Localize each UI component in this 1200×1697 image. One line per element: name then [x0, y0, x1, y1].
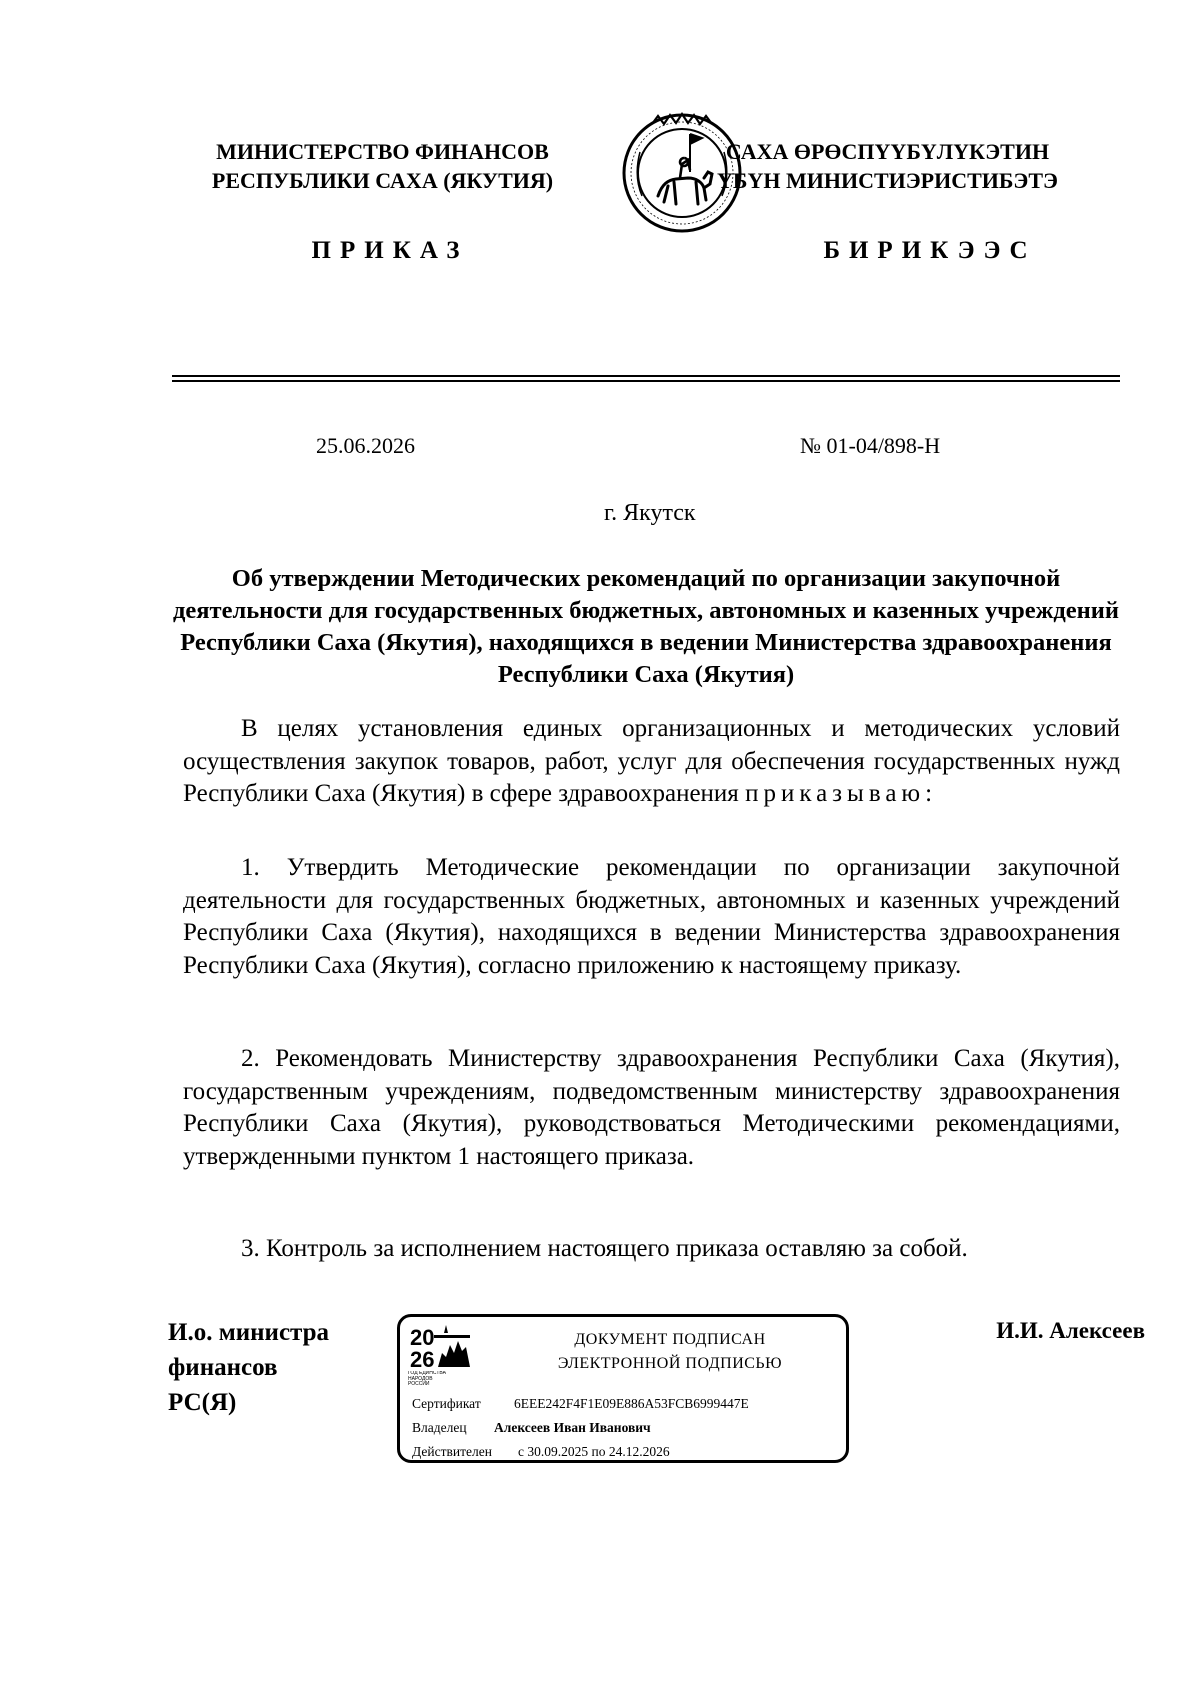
stamp-heading-line1: ДОКУМЕНТ ПОДПИСАН	[574, 1331, 766, 1348]
header-divider-bottom	[172, 380, 1120, 382]
logo-caption: ГОД ЕДИНСТВА НАРОДОВ РОССИИ	[408, 1371, 446, 1387]
order-label-sah: БИРИКЭЭС	[823, 237, 1037, 264]
order-item-3: 3. Контроль за исполнением настоящего приказа оставляю за собой.	[241, 1235, 968, 1262]
stamp-validity-row	[412, 1444, 670, 1460]
validity-label: Действителен	[412, 1444, 492, 1459]
signatory-position-line3: РС(Я)	[168, 1389, 237, 1416]
logo-year-bottom: 26	[410, 1347, 435, 1372]
signatory-name: И.И. Алексеев	[996, 1318, 1145, 1343]
owner-value: Алексеев Иван Иванович	[494, 1420, 651, 1435]
document-city: г. Якутск	[604, 500, 696, 526]
ministry-name-ru-line2: РЕСПУБЛИКИ САХА (ЯКУТИЯ)	[211, 168, 554, 193]
order-item-2: 2. Рекомендовать Министерству здравоохранения Республики Саха (Якутия), государственным учреждениям, подведомственным министерству здравоохранения Республики Саха (Якутия), руководствоваться Методическими рекомендациями, утвержденными пунктом 1 настоящего приказа.	[183, 1045, 1120, 1170]
order-label-ru: ПРИКАЗ	[311, 237, 469, 264]
stamp-certificate-row	[412, 1396, 749, 1412]
owner-label: Владелец	[412, 1420, 467, 1435]
signatory-position-line1: И.о. министра	[168, 1319, 330, 1346]
ministry-name-sah-line2: ҮБҮН МИНИСТИЭРИСТИБЭТЭ	[717, 168, 1058, 193]
ministry-name-sah-line1: САХА ӨРӨСПҮҮБҮЛҮКЭТИН	[725, 139, 1050, 164]
certificate-label: Сертификат	[412, 1396, 481, 1411]
document-number: № 01-04/898-Н	[800, 433, 941, 458]
document-date: 25.06.2026	[316, 433, 415, 458]
logo-year-top: 20	[410, 1325, 435, 1350]
order-word: приказываю:	[745, 780, 938, 807]
header-divider-top	[172, 375, 1120, 377]
ministry-name-ru-line1: МИНИСТЕРСТВО ФИНАНСОВ	[216, 139, 549, 164]
preamble-text: В целях установления единых организационных и методических условий осуществления закупок товаров, работ, услуг для обеспечения государственных нужд Республики Саха (Якутия) в сфере здравоохранения	[183, 715, 1120, 807]
certificate-value: 6EEE242F4F1E09E886A53FCB6999447E	[514, 1396, 749, 1411]
stamp-heading-line2: ЭЛЕКТРОННОЙ ПОДПИСЬЮ	[557, 1355, 783, 1372]
year-of-unity-logo-icon	[408, 1323, 476, 1387]
document-title: Об утверждении Методических рекомендаций по организации закупочной деятельности для государственных бюджетных, автономных и казенных учреждений Республики Саха (Якутия), находящихся в ведении Министерства здравоохранения Республики Саха (Якутия)	[173, 565, 1119, 688]
electronic-signature-stamp	[397, 1314, 849, 1463]
validity-value: с 30.09.2025 по 24.12.2026	[518, 1444, 670, 1459]
order-item-1: 1. Утвердить Методические рекомендации по организации закупочной деятельности для государственных бюджетных, автономных и казенных учреждений Республики Саха (Якутия), находящихся в ведении Министерства здравоохранения Республики Саха (Якутия), согласно приложению к настоящему приказу.	[183, 854, 1120, 979]
signatory-position	[168, 1315, 378, 1420]
signatory-position-line2: финансов	[168, 1354, 278, 1381]
stamp-owner-row	[412, 1420, 651, 1436]
